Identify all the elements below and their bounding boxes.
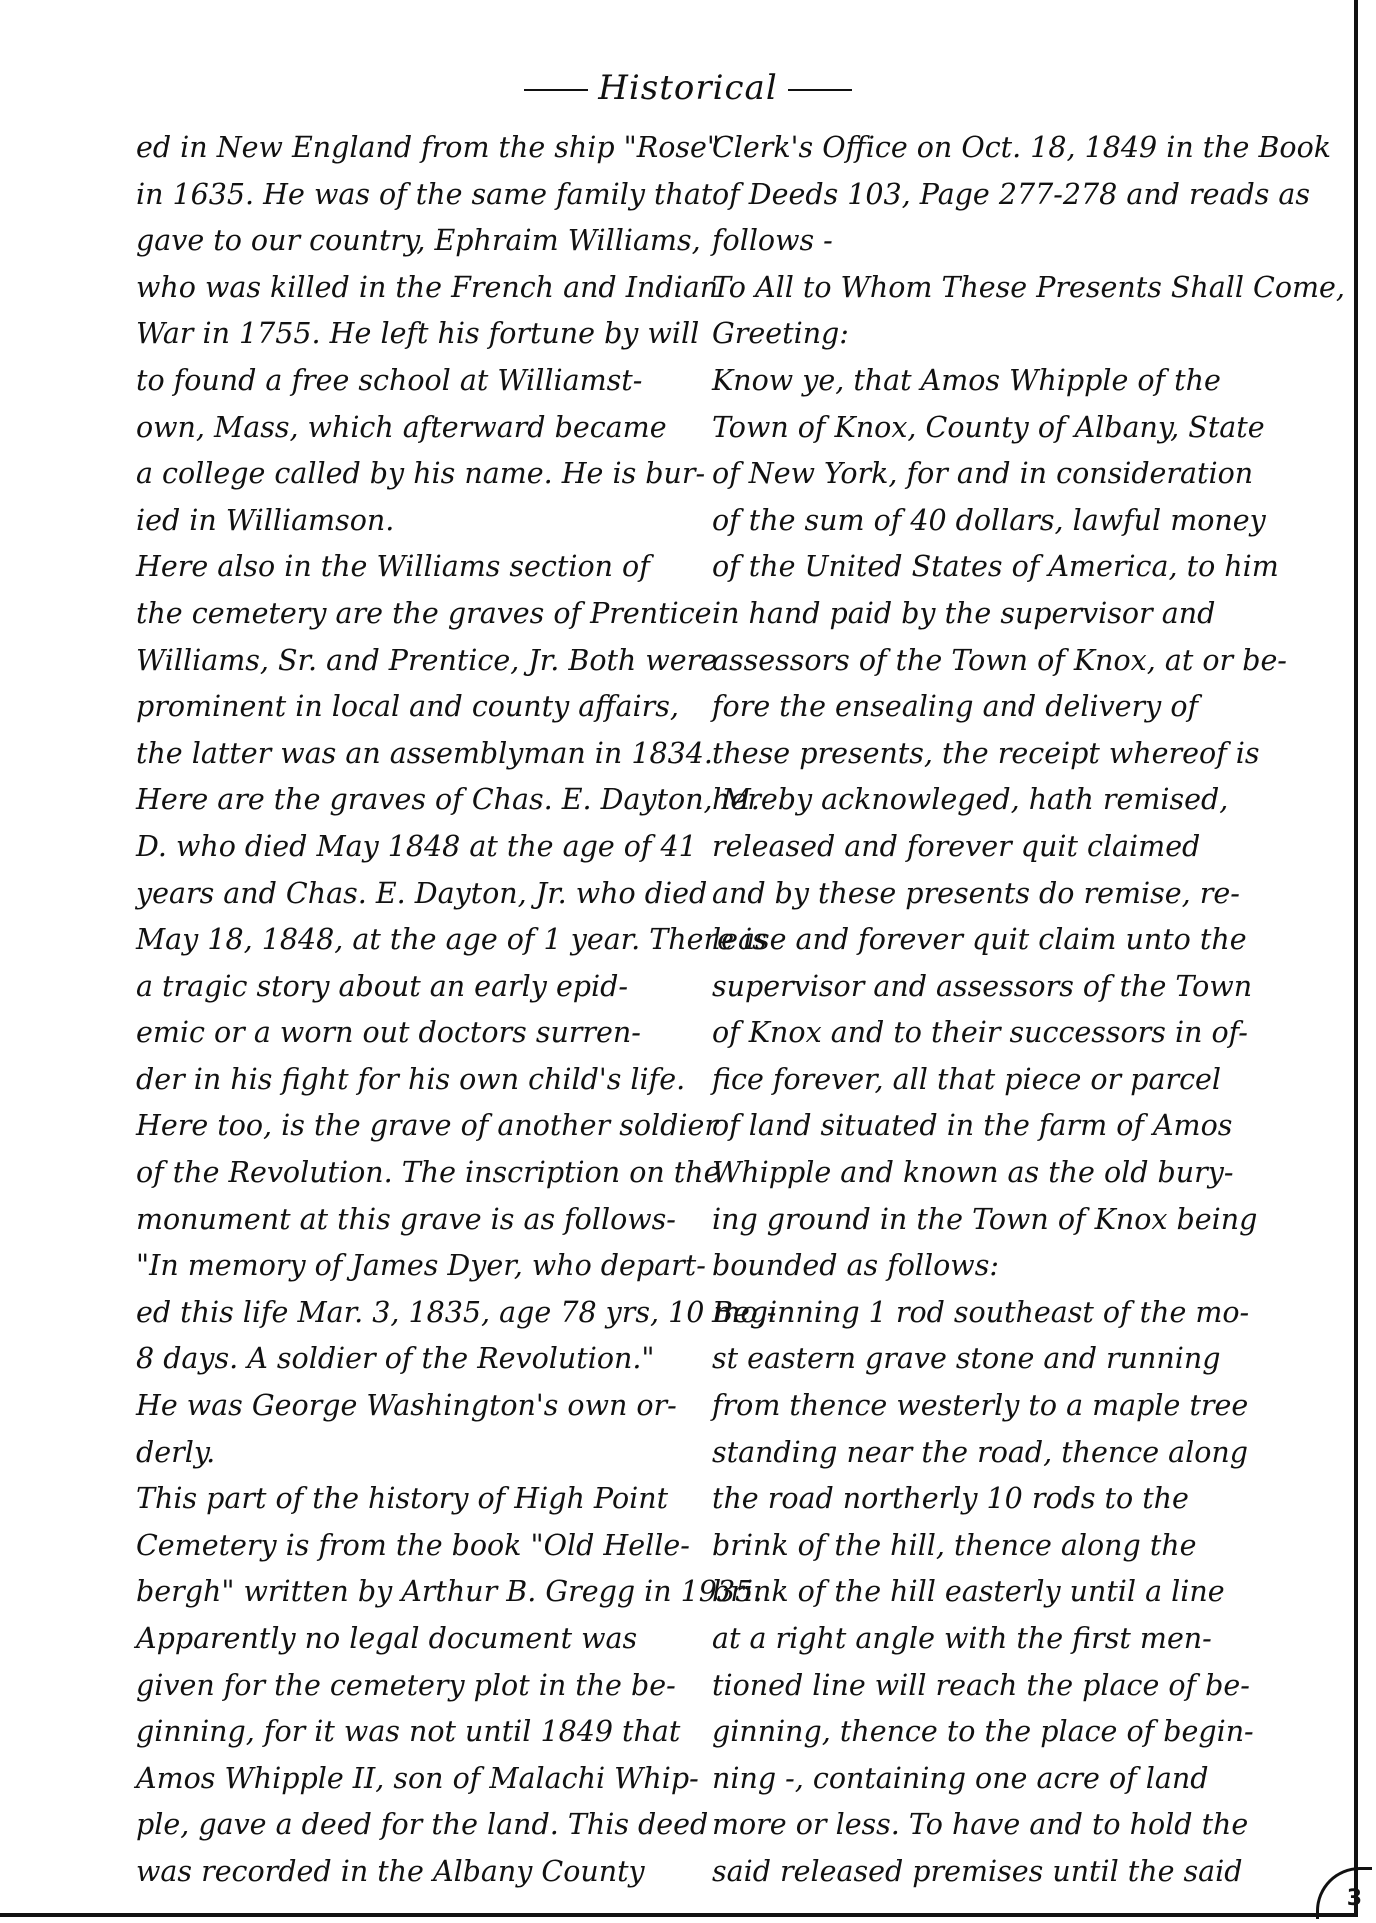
- text-line: monument at this grave is as follows-: [136, 1202, 676, 1236]
- text-line: emic or a worn out doctors surren-: [136, 1016, 641, 1050]
- text-line: 8 days. A soldier of the Revolution.": [136, 1342, 655, 1376]
- text-line: in 1635. He was of the same family that: [136, 177, 713, 211]
- text-line: more or less. To have and to hold the: [712, 1808, 1249, 1842]
- text-line: of the Revolution. The inscription on the: [136, 1156, 721, 1190]
- text-line: who was killed in the French and Indian: [136, 270, 719, 304]
- text-line: st eastern grave stone and running: [712, 1342, 1221, 1376]
- text-line: supervisor and assessors of the Town: [712, 969, 1253, 1003]
- text-line: prominent in local and county affairs,: [136, 690, 679, 724]
- text-line: a college called by his name. He is bur-: [136, 457, 706, 491]
- text-line: Whipple and known as the old bury-: [712, 1156, 1234, 1190]
- text-line: these presents, the receipt whereof is: [712, 736, 1260, 770]
- text-line: War in 1755. He left his fortune by will: [136, 317, 700, 351]
- text-line: He was George Washington's own or-: [136, 1389, 677, 1423]
- text-line: ginning, for it was not until 1849 that: [136, 1715, 681, 1749]
- left-column: [136, 125, 777, 1896]
- text-line: fore the ensealing and delivery of: [712, 690, 1199, 724]
- text-line: ning -, containing one acre of land: [712, 1761, 1209, 1795]
- text-line: of Knox and to their successors in of-: [712, 1016, 1248, 1050]
- text-line: To All to Whom These Presents Shall Come,: [712, 270, 1345, 304]
- text-line: brink of the hill easterly until a line: [712, 1575, 1225, 1609]
- text-line: ing ground in the Town of Knox being: [712, 1202, 1258, 1236]
- text-line: at a right angle with the first men-: [712, 1622, 1212, 1655]
- page-header: [0, 68, 1376, 108]
- text-line: years and Chas. E. Dayton, Jr. who died: [136, 876, 708, 910]
- text-line: the cemetery are the graves of Prentice: [136, 596, 712, 630]
- text-line: Williams, Sr. and Prentice, Jr. Both were: [136, 643, 718, 677]
- text-line: of the sum of 40 dollars, lawful money: [712, 503, 1266, 537]
- text-line: bounded as follows:: [712, 1249, 999, 1283]
- text-line: Clerk's Office on Oct. 18, 1849 in the Book: [712, 131, 1331, 164]
- header-rule-right: [788, 89, 852, 91]
- header-title: Historical: [598, 68, 778, 108]
- text-line: of land situated in the farm of Amos: [712, 1109, 1233, 1143]
- text-line: brink of the hill, thence along the: [712, 1528, 1197, 1562]
- text-line: ple, gave a deed for the land. This deed: [136, 1808, 709, 1842]
- text-line: given for the cemetery plot in the be-: [136, 1668, 676, 1702]
- text-line: Here are the graves of Chas. E. Dayton, M.: [136, 783, 760, 817]
- text-line: Greeting:: [712, 317, 849, 351]
- text-line: D. who died May 1848 at the age of 41: [136, 829, 697, 863]
- text-line: This part of the history of High Point: [136, 1482, 669, 1516]
- text-line: lease and forever quit claim unto the: [712, 923, 1247, 957]
- text-line: from thence westerly to a maple tree: [712, 1389, 1249, 1423]
- text-line: ginning, thence to the place of begin-: [712, 1715, 1254, 1749]
- text-line: follows -: [712, 224, 833, 258]
- text-line: of Deeds 103, Page 277-278 and reads as: [712, 177, 1311, 211]
- text-line: released and forever quit claimed: [712, 829, 1201, 863]
- text-line: of the United States of America, to him: [712, 550, 1279, 584]
- text-line: der in his fight for his own child's life.: [136, 1062, 686, 1096]
- right-column: [712, 125, 1345, 1896]
- text-line: Town of Knox, County of Albany, State: [712, 410, 1265, 444]
- text-line: Here also in the Williams section of: [136, 550, 650, 584]
- text-line: assessors of the Town of Knox, at or be-: [712, 643, 1287, 677]
- text-line: derly.: [136, 1435, 216, 1469]
- text-line: in hand paid by the supervisor and: [712, 596, 1216, 630]
- text-line: ed this life Mar. 3, 1835, age 78 yrs, 10 mo,-: [136, 1295, 777, 1329]
- text-line: Amos Whipple II, son of Malachi Whip-: [136, 1761, 699, 1795]
- text-line: May 18, 1848, at the age of 1 year. There is: [136, 923, 767, 957]
- text-line: the road northerly 10 rods to the: [712, 1482, 1189, 1516]
- text-line: ied in Williamson.: [136, 503, 395, 537]
- text-line: Know ye, that Amos Whipple of the: [712, 363, 1221, 397]
- text-line: "In memory of James Dyer, who depart-: [136, 1249, 706, 1283]
- text-line: was recorded in the Albany County: [136, 1854, 645, 1888]
- text-line: Here too, is the grave of another soldier: [136, 1109, 718, 1143]
- text-line: a tragic story about an early epid-: [136, 969, 629, 1003]
- text-line: fice forever, all that piece or parcel: [712, 1062, 1222, 1096]
- text-line: own, Mass, which afterward became: [136, 410, 667, 444]
- text-line: Beginning 1 rod southeast of the mo-: [712, 1295, 1250, 1329]
- text-line: said released premises until the said: [712, 1854, 1243, 1888]
- text-line: the latter was an assemblyman in 1834.: [136, 736, 713, 770]
- text-line: standing near the road, thence along: [712, 1435, 1248, 1469]
- text-line: hereby acknowleged, hath remised,: [712, 783, 1229, 817]
- text-line: gave to our country, Ephraim Williams,: [136, 224, 701, 258]
- text-line: ed in New England from the ship "Rose": [136, 131, 720, 164]
- header-rule-left: [524, 89, 588, 91]
- text-line: of New York, for and in consideration: [712, 457, 1254, 491]
- text-line: Cemetery is from the book "Old Helle-: [136, 1528, 690, 1562]
- text-line: tioned line will reach the place of be-: [712, 1668, 1250, 1702]
- text-line: Apparently no legal document was: [136, 1622, 638, 1655]
- text-line: and by these presents do remise, re-: [712, 876, 1240, 910]
- text-line: bergh" written by Arthur B. Gregg in 1935.: [136, 1575, 763, 1609]
- text-line: to found a free school at Williamst-: [136, 363, 643, 397]
- page-number: 3: [1316, 1867, 1372, 1919]
